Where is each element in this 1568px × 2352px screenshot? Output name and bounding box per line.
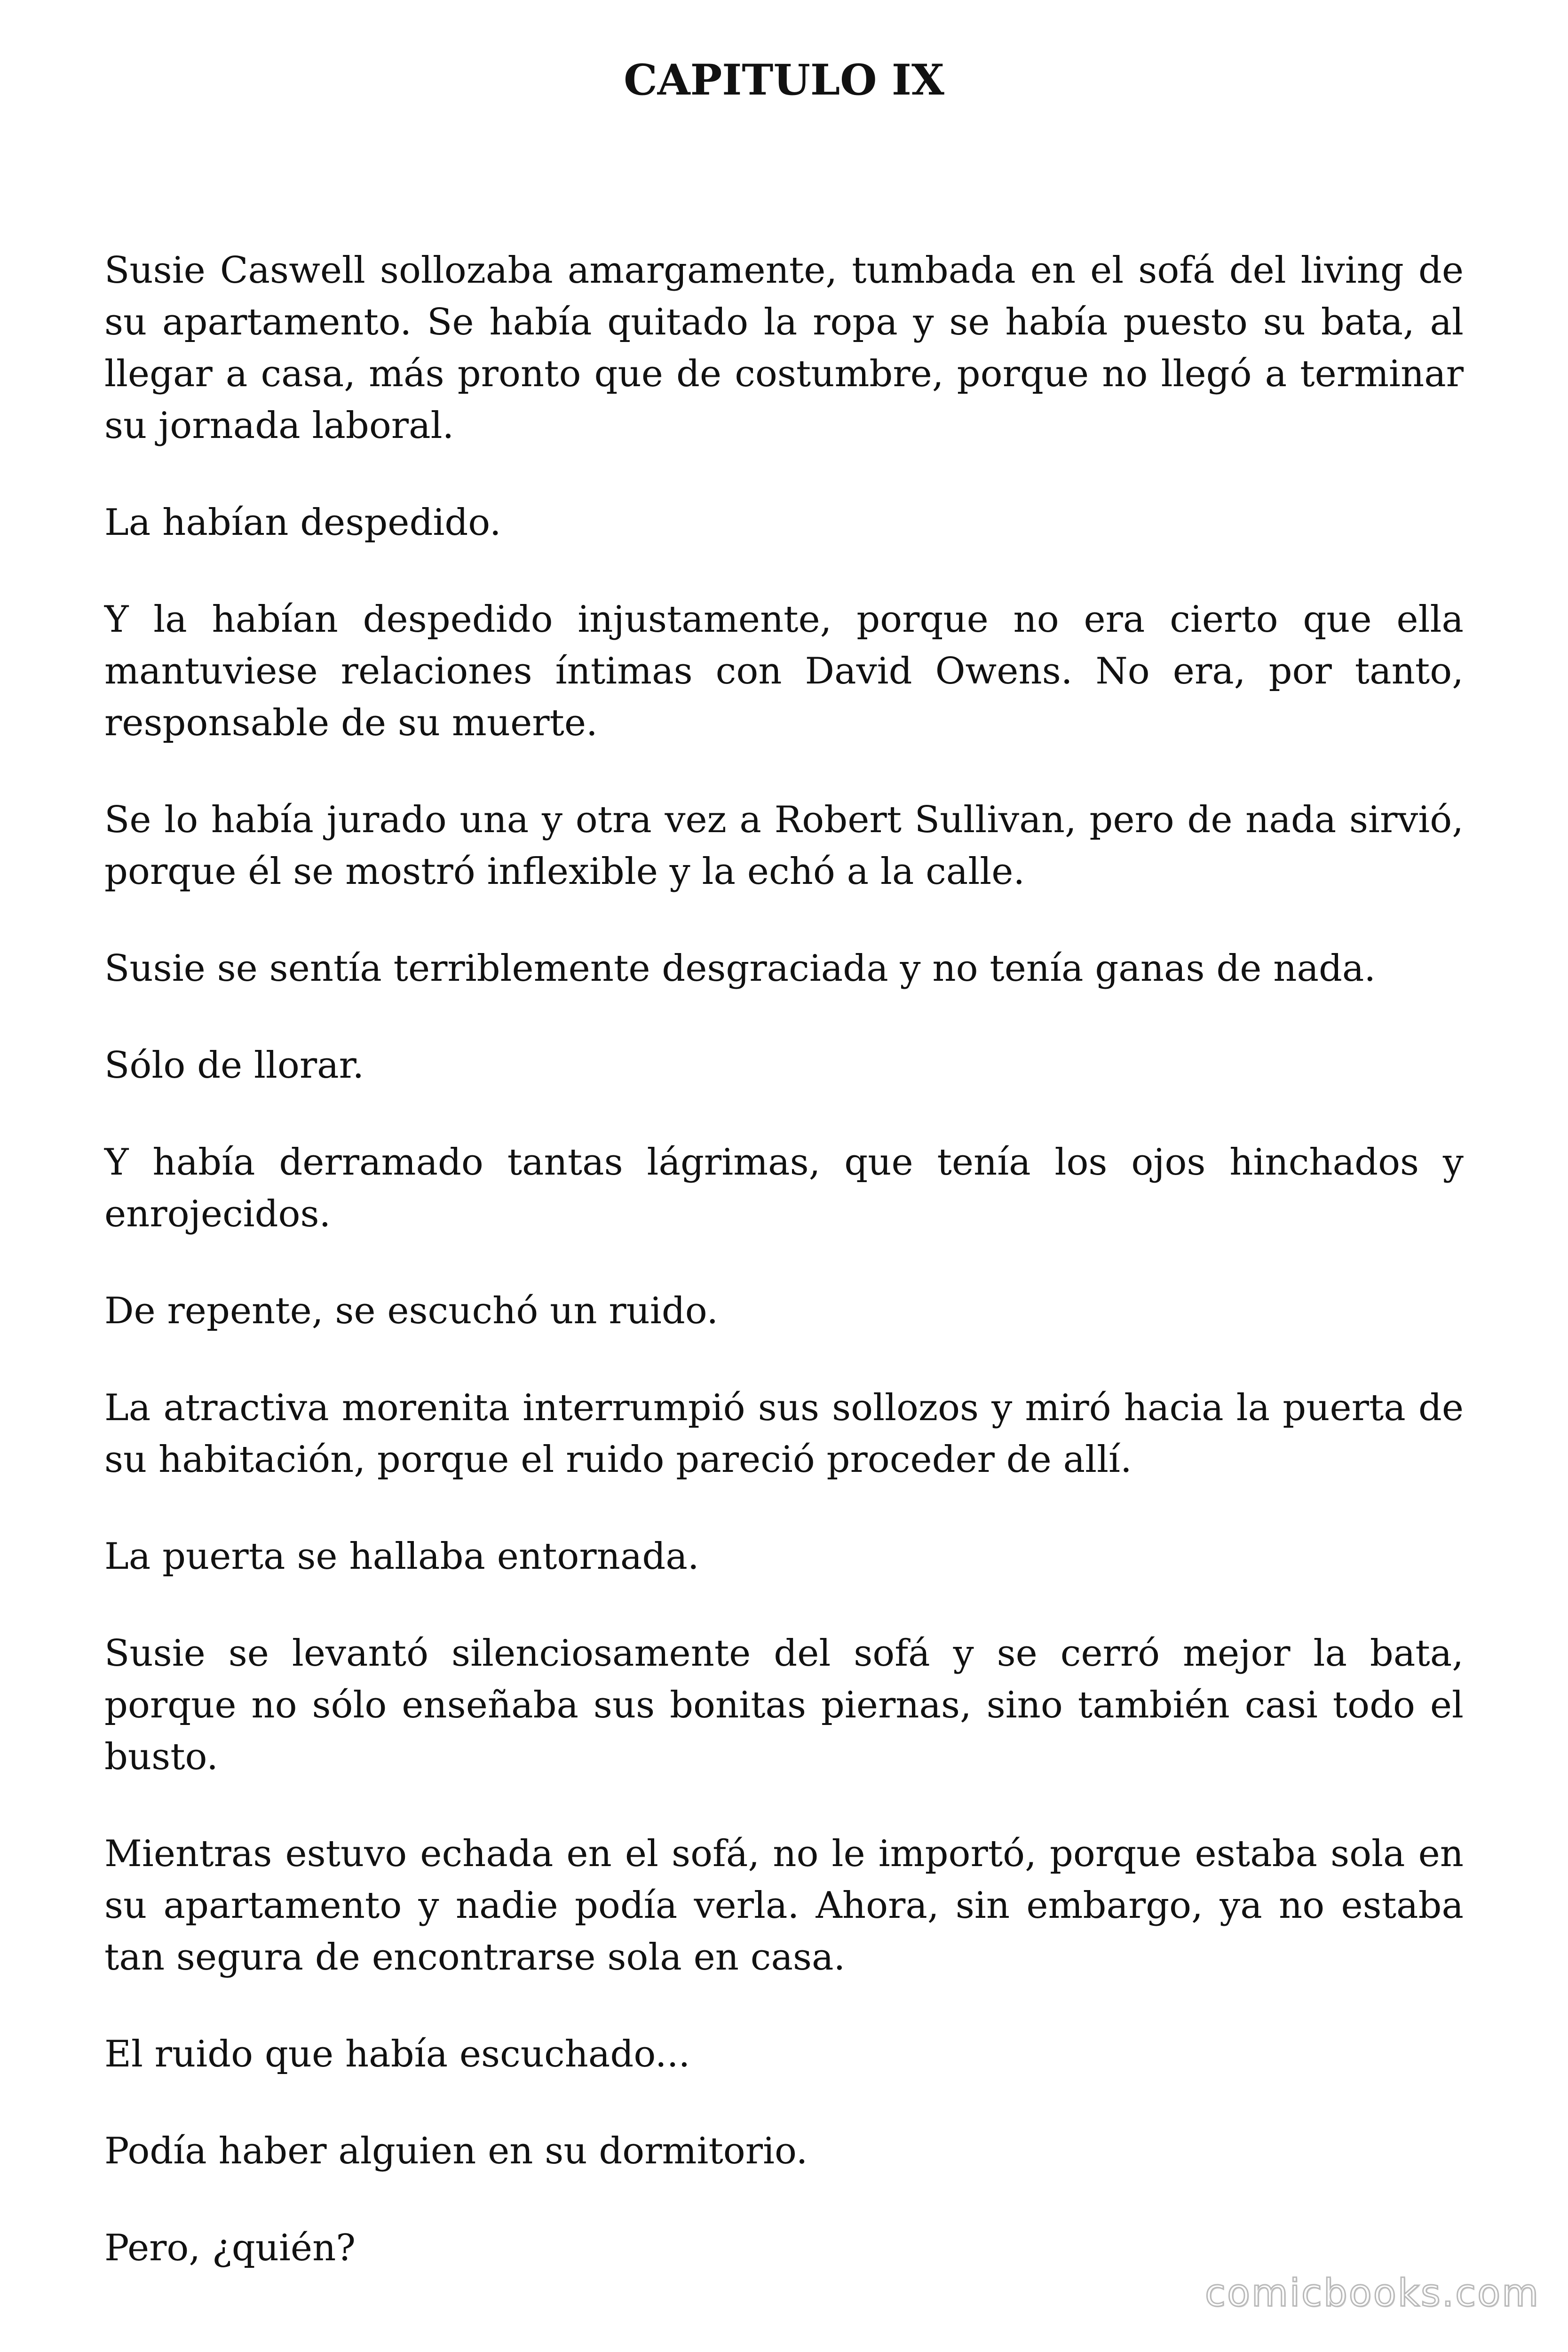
paragraph: Y la habían despedido injustamente, porque no era cierto que ella mantuviese relaciones íntimas con David Owens. No era, por tanto, responsable de su muerte. [104,598,1464,744]
paragraph: Sólo de llorar. [104,1044,364,1087]
chapter-title: CAPITULO IX [624,55,944,105]
paragraph: La habían despedido. [104,501,501,544]
paragraph: Susie se levantó silenciosamente del sofá y se cerró mejor la bata, porque no sólo enseñaba sus bonitas piernas, sino también casi todo el busto. [104,1632,1464,1778]
paragraph: Se lo había jurado una y otra vez a Robert Sullivan, pero de nada sirvió, porque él se mostró inflexible y la echó a la calle. [104,799,1464,893]
paragraph: Susie Caswell sollozaba amargamente, tumbada en el sofá del living de su apartamento. Se había quitado la ropa y se había puesto su bata, al llegar a casa, más pronto que de costumbre, porque no llegó a terminar su jornada laboral. [104,249,1464,447]
paragraph: Y había derramado tantas lágrimas, que tenía los ojos hinchados y enrojecidos. [104,1141,1464,1235]
paragraph: El ruido que había escuchado... [104,2033,690,2075]
paragraph: Mientras estuvo echada en el sofá, no le importó, porque estaba sola en su apartamento y nadie podía verla. Ahora, sin embargo, ya no estaba tan segura de encontrarse sola en casa. [104,1833,1464,1979]
paragraph: Pero, ¿quién? [104,2227,356,2269]
chapter-body [104,245,1464,2319]
paragraph: La atractiva morenita interrumpió sus sollozos y miró hacia la puerta de su habitación, porque el ruido pareció proceder de allí. [104,1387,1464,1481]
paragraph: La puerta se hallaba entornada. [104,1535,699,1578]
paragraph: Susie se sentía terriblemente desgraciada y no tenía ganas de nada. [104,947,1376,990]
paragraph: Podía haber alguien en su dormitorio. [104,2130,808,2172]
paragraph: De repente, se escuchó un ruido. [104,1290,719,1332]
watermark-logo: comicbooks.com [1204,2271,1540,2315]
